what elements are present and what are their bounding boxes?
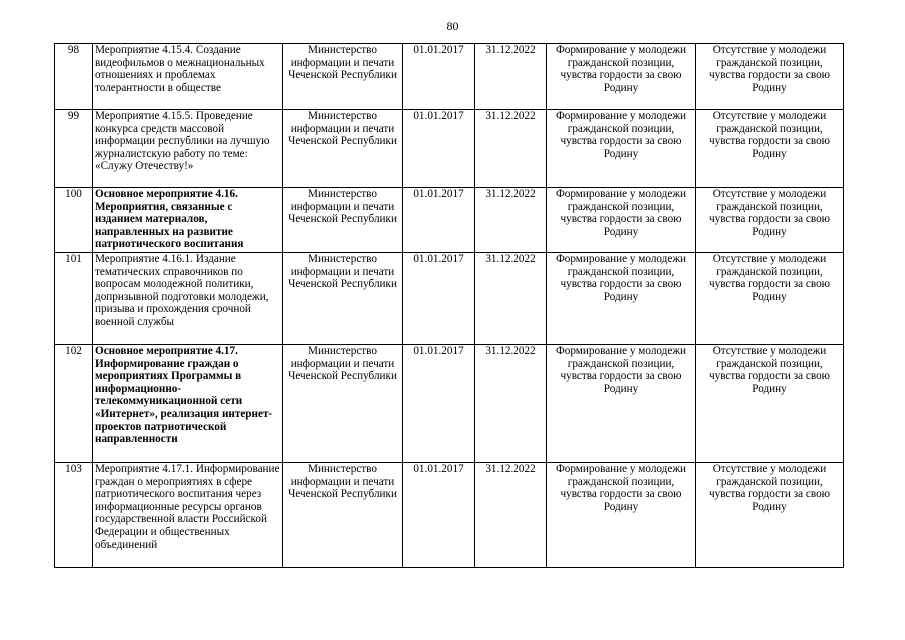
activity-name: Основное мероприятие 4.16. Мероприятия, связанные с изданием материалов, направленных на развитие патриотического воспитания [93,188,283,253]
non-implementation-consequence: Отсутствие у молодежи гражданской позиции, чувства гордости за свою Родину [696,345,844,463]
expected-result: Формирование у молодежи гражданской позиции, чувства гордости за свою Родину [547,44,696,110]
start-date: 01.01.2017 [403,44,475,110]
row-number: 99 [55,110,93,188]
table-row [55,110,844,188]
end-date: 31.12.2022 [475,110,547,188]
table-row [55,345,844,463]
start-date: 01.01.2017 [403,345,475,463]
program-activities-table [54,43,844,568]
end-date: 31.12.2022 [475,188,547,253]
non-implementation-consequence: Отсутствие у молодежи гражданской позиции, чувства гордости за свою Родину [696,463,844,568]
expected-result: Формирование у молодежи гражданской позиции, чувства гордости за свою Родину [547,463,696,568]
start-date: 01.01.2017 [403,110,475,188]
responsible-executor: Министерство информации и печати Чеченской Республики [283,188,403,253]
start-date: 01.01.2017 [403,253,475,345]
activity-name: Мероприятие 4.17.1. Информирование граждан о мероприятиях в сфере патриотического воспитания через информационные ресурсы органов государственной власти Российской Федерации и общественных объединений [93,463,283,568]
start-date: 01.01.2017 [403,188,475,253]
row-number: 98 [55,44,93,110]
row-number: 101 [55,253,93,345]
expected-result: Формирование у молодежи гражданской позиции, чувства гордости за свою Родину [547,110,696,188]
page-number: 80 [446,19,459,33]
non-implementation-consequence: Отсутствие у молодежи гражданской позиции, чувства гордости за свою Родину [696,44,844,110]
responsible-executor: Министерство информации и печати Чеченской Республики [283,463,403,568]
end-date: 31.12.2022 [475,44,547,110]
non-implementation-consequence: Отсутствие у молодежи гражданской позиции, чувства гордости за свою Родину [696,188,844,253]
responsible-executor: Министерство информации и печати Чеченской Республики [283,44,403,110]
row-number: 103 [55,463,93,568]
table-row [55,253,844,345]
activity-name: Мероприятие 4.16.1. Издание тематических справочников по вопросам молодежной политики, допризывной подготовки молодежи, призыва и прохождения срочной военной службы [93,253,283,345]
row-number: 100 [55,188,93,253]
row-number: 102 [55,345,93,463]
responsible-executor: Министерство информации и печати Чеченской Республики [283,345,403,463]
end-date: 31.12.2022 [475,463,547,568]
activity-name: Основное мероприятие 4.17. Информирование граждан о мероприятиях Программы в информационно-телекоммуникационной сети «Интернет», реализация интернет-проектов патриотической направленности [93,345,283,463]
start-date: 01.01.2017 [403,463,475,568]
table-body [55,44,844,568]
non-implementation-consequence: Отсутствие у молодежи гражданской позиции, чувства гордости за свою Родину [696,253,844,345]
non-implementation-consequence: Отсутствие у молодежи гражданской позиции, чувства гордости за свою Родину [696,110,844,188]
expected-result: Формирование у молодежи гражданской позиции, чувства гордости за свою Родину [547,253,696,345]
expected-result: Формирование у молодежи гражданской позиции, чувства гордости за свою Родину [547,188,696,253]
activity-name: Мероприятие 4.15.4. Создание видеофильмов о межнациональных отношениях и проблемах толерантности в обществе [93,44,283,110]
end-date: 31.12.2022 [475,345,547,463]
end-date: 31.12.2022 [475,253,547,345]
table-row [55,44,844,110]
responsible-executor: Министерство информации и печати Чеченской Республики [283,253,403,345]
expected-result: Формирование у молодежи гражданской позиции, чувства гордости за свою Родину [547,345,696,463]
responsible-executor: Министерство информации и печати Чеченской Республики [283,110,403,188]
activity-name: Мероприятие 4.15.5. Проведение конкурса средств массовой информации республики на лучшую журналистскую работу по теме: «Служу Отечеству!» [93,110,283,188]
table-row [55,188,844,253]
table-row [55,463,844,568]
